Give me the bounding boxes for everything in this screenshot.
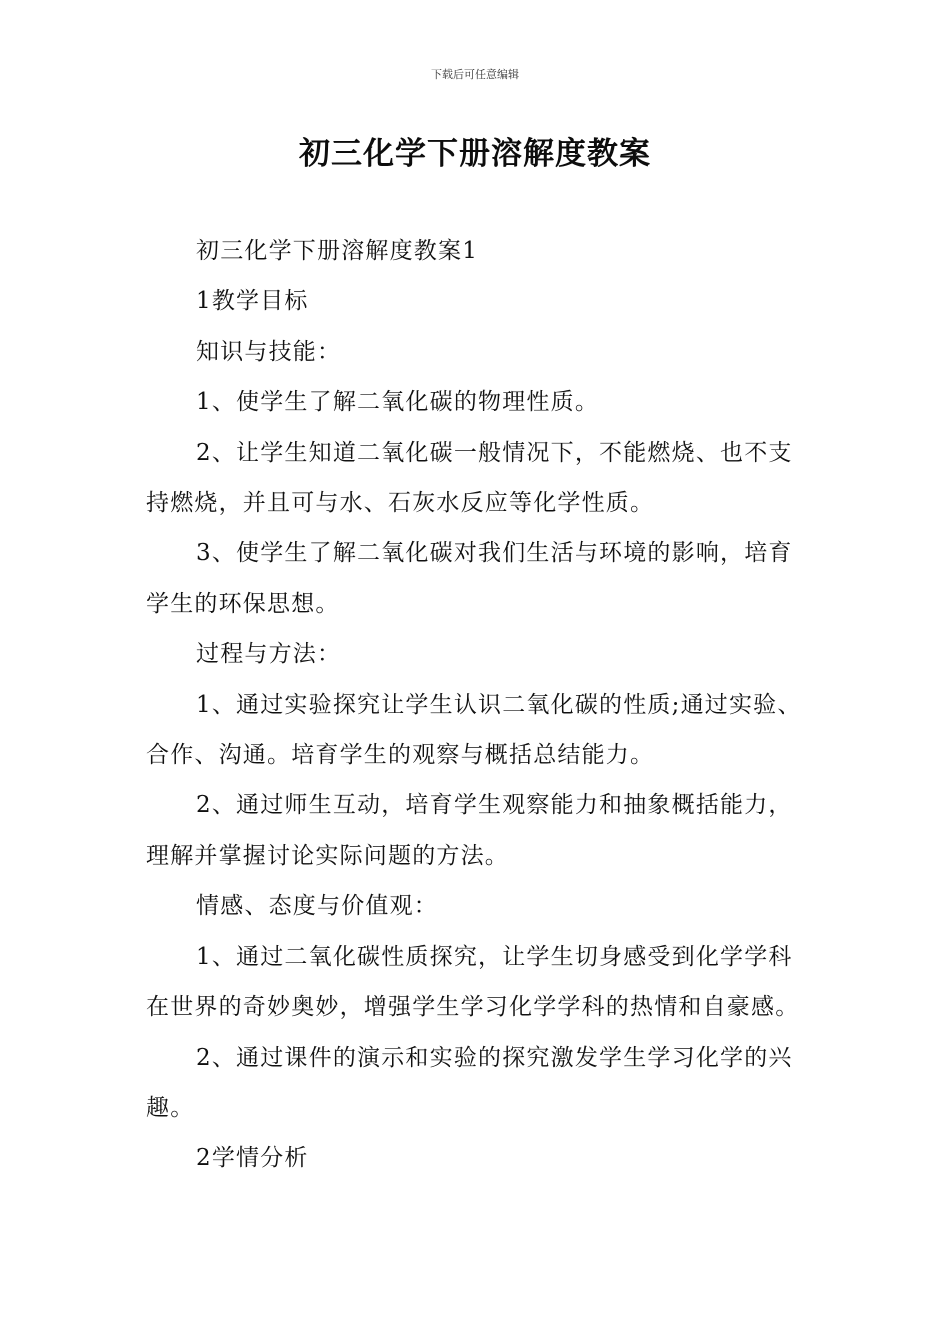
paragraph-knowledge-skills: 知识与技能： <box>196 338 342 365</box>
paragraph-section-goals: 1教学目标 <box>196 288 309 315</box>
paragraph-section-analysis: 2学情分析 <box>196 1145 309 1172</box>
header-note: 下载后可任意编辑 <box>431 68 519 81</box>
document-body <box>146 226 811 1184</box>
document-title: 初三化学下册溶解度教案 <box>299 136 651 172</box>
paragraph-item: 2、通过课件的演示和实验的探究激发学生学习化学的兴趣。 <box>146 1044 793 1121</box>
paragraph-attitudes-values: 情感、态度与价值观： <box>196 893 438 920</box>
paragraph-item: 1、使学生了解二氧化碳的物理性质。 <box>196 389 600 416</box>
paragraph-item: 1、通过二氧化碳性质探究，让学生切身感受到化学学科在世界的奇妙奥妙，增强学生学习化学学科的热情和自豪感。 <box>146 943 800 1021</box>
paragraph-process-methods: 过程与方法： <box>196 641 342 668</box>
paragraph-lesson-heading: 初三化学下册溶解度教案1 <box>196 238 479 264</box>
paragraph-item: 2、通过师生互动，培育学生观察能力和抽象概括能力，理解并掌握讨论实际问题的方法。 <box>146 792 793 869</box>
paragraph-item: 2、让学生知道二氧化碳一般情况下，不能燃烧、也不支持燃烧，并且可与水、石灰水反应等化学性质。 <box>146 439 793 517</box>
paragraph-item: 1、通过实验探究让学生认识二氧化碳的性质;通过实验、合作、沟通。培育学生的观察与概括总结能力。 <box>146 691 802 769</box>
paragraph-item: 3、使学生了解二氧化碳对我们生活与环境的影响，培育学生的环保思想。 <box>146 540 793 617</box>
